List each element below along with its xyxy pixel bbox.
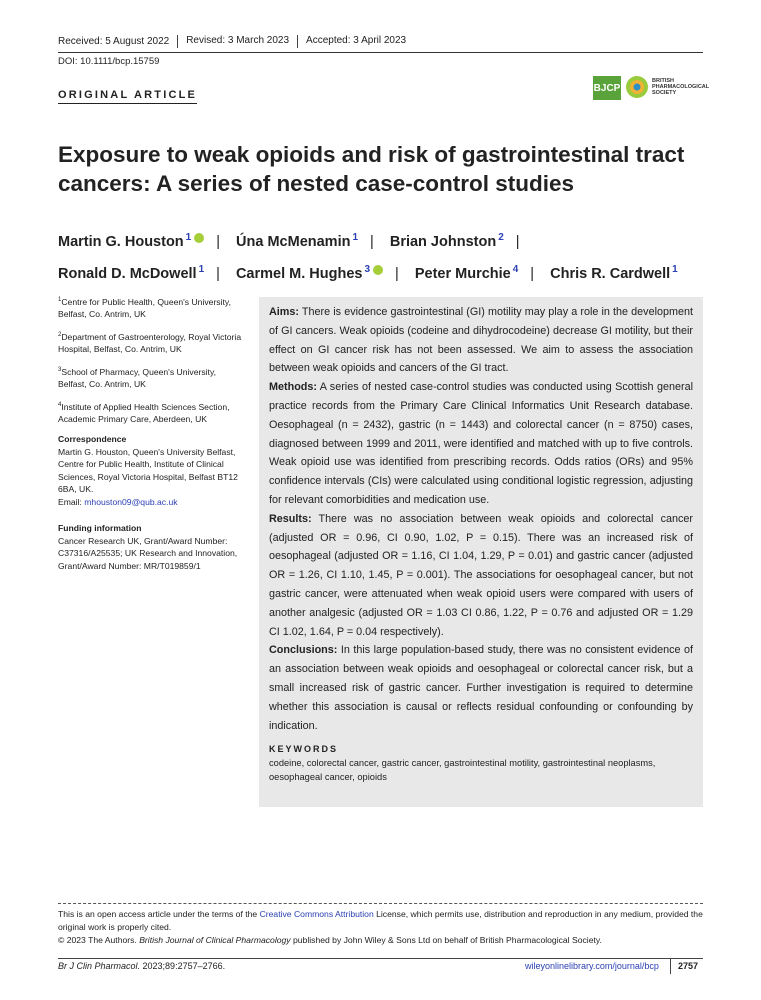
page-number: 2757 bbox=[678, 961, 699, 971]
bps-logo bbox=[625, 75, 708, 99]
author-name[interactable]: Peter Murchie bbox=[414, 266, 511, 282]
abstract-conclusions: Conclusions: In this large population-based study, there was no consistent evidence of an association between weak opioids and oesophageal or colorectal cancer risk, but a small increased risk of gastric cancer. Further investigation is required to determine whether this association is causal or reflects residual confounding or confounding by indication. bbox=[269, 644, 693, 732]
affiliation: $^2$Department of Gastroenterology, Royal Victoria Hospital, Belfast, Co. Antrim, UK bbox=[58, 331, 242, 355]
journal-citation: Br J Clin Pharmacol. 2023;89:2757–2766. bbox=[58, 961, 226, 971]
bjcp-logo: BJCP bbox=[593, 76, 621, 100]
license-divider bbox=[58, 903, 703, 904]
bps-emblem-icon bbox=[625, 75, 649, 99]
affiliation: $^3$School of Pharmacy, Queen's University, Belfast, Co. Antrim, UK bbox=[58, 366, 216, 390]
accepted-date: Accepted: 3 April 2023 bbox=[297, 35, 414, 48]
header-rule bbox=[58, 52, 703, 53]
keywords-list: codeine, colorectal cancer, gastric cancer, gastrointestinal motility, gastrointestinal neoplasms, oesophageal cancer, opioids bbox=[269, 758, 656, 783]
funding-text: Cancer Research UK, Grant/Award Number: C37316/A25535; UK Research and Innovation, Grant/Award Number: MR/T019859/1 bbox=[58, 535, 238, 571]
article-title: Exposure to weak opioids and risk of gastrointestinal tract cancers: A series of nested case-control studies bbox=[58, 142, 685, 196]
funding-heading: Funding information bbox=[58, 523, 142, 534]
author-name[interactable]: Martin G. Houston bbox=[58, 234, 184, 250]
affiliation: $^1$Centre for Public Health, Queen's University, Belfast, Co. Antrim, UK bbox=[58, 296, 231, 320]
article-type: ORIGINAL ARTICLE bbox=[58, 89, 197, 104]
author-affiliation-number: 3 bbox=[364, 264, 371, 275]
bps-logo-text: BRITISH PHARMACOLOGICAL SOCIETY bbox=[652, 78, 710, 96]
page-divider bbox=[670, 958, 671, 974]
abstract-methods: Methods: A series of nested case-control studies was conducted using Scottish general practice records from the Primary Care Clinical Informatics Unit Research database. Oesophageal (n = 2432), gastric (n = 1443) and colorectal cancer (n = 8750) cases, diagnosed between 1999 and 2011, were identified and matched with up to five controls. Weak opioid use was identified from prescribing records. Odds ratios (ORs) and 95% confidence intervals (CIs) were calculated using conditional logistic regression, adjusting for relevant comorbidities and medication use. bbox=[269, 381, 693, 506]
sidebar-info bbox=[58, 294, 244, 572]
correspondence-email-row: Email: mhouston09@qub.ac.uk bbox=[58, 496, 178, 507]
abstract-box bbox=[259, 297, 703, 807]
keywords-heading: KEYWORDS bbox=[269, 744, 339, 755]
author-name[interactable]: Chris R. Cardwell bbox=[550, 266, 671, 282]
author-name[interactable]: Úna McMenamin bbox=[236, 234, 351, 250]
revised-date: Revised: 3 March 2023 bbox=[177, 35, 297, 48]
abstract-aims: Aims: There is evidence gastrointestinal (GI) motility may play a role in the development of GI cancers. Weak opioids (codeine and dihydrocodeine) decrease GI motility, but their effect on GI cancer risk has not been assessed. We aim to assess the association between weak opioids and cancers of the GI tract. bbox=[269, 306, 693, 375]
author-affiliation-number: 1 bbox=[672, 264, 678, 275]
affiliation: $^4$Institute of Applied Health Sciences Section, Academic Primary Care, Aberdeen, UK bbox=[58, 401, 230, 424]
author-name[interactable]: Ronald D. McDowell bbox=[58, 266, 197, 282]
orcid-icon[interactable] bbox=[373, 265, 383, 275]
author-affiliation-number: 4 bbox=[512, 264, 519, 275]
license-notice: This is an open access article under the terms of the Creative Commons Attribution License, which permits use, distribution and reproduction in any medium, provided the original work is properly cited. © 2023 The Authors. British Journal of Clinical Pharmacology published by John Wiley & Sons Ltd on behalf of British Pharmacological Society. bbox=[58, 909, 703, 945]
received-date: Received: 5 August 2022 bbox=[58, 36, 170, 47]
correspondence-text: Martin G. Houston, Queen's University Belfast, Centre for Public Health, Institute of Clinical Sciences, Royal Victoria Hospital, Belfast BT12 6BA, UK. bbox=[58, 446, 238, 495]
journal-site-link[interactable]: wileyonlinelibrary.com/journal/bcp bbox=[525, 961, 659, 971]
author-affiliation-number: 2 bbox=[498, 232, 504, 243]
footer-rule bbox=[58, 958, 703, 959]
author-affiliation-number: 1 bbox=[198, 264, 205, 275]
cc-license-link[interactable]: Creative Commons Attribution bbox=[259, 909, 374, 919]
author-name[interactable]: Carmel M. Hughes bbox=[235, 266, 363, 282]
author-name[interactable]: Brian Johnston bbox=[389, 234, 497, 250]
author-affiliation-number: 1 bbox=[185, 232, 192, 243]
author-list: Martin G. Houston $^1$ | Úna McMenamin $^1$ | Brian Johnston $^2$ | Ronald D. McDowell $^1$ | Carmel M. Hughes $^3$ | Peter Murchie $^4$ | Chris R. Cardwell $^1$ bbox=[58, 232, 678, 282]
correspondence-heading: Correspondence bbox=[58, 434, 127, 445]
dates-row bbox=[58, 36, 414, 48]
email-link[interactable]: mhouston09@qub.ac.uk bbox=[84, 496, 178, 507]
doi[interactable]: DOI: 10.1111/bcp.15759 bbox=[58, 56, 160, 67]
abstract-results: Results: There was no association between weak opioids and colorectal cancer (adjusted OR = 0.96, CI 0.90, 1.02, P = 0.15). There was an increased risk of oesophageal (adjusted OR = 1.16, CI 1.04, 1.29, P = 0.01) and gastric cancer (adjusted OR = 1.26, CI 1.10, 1.45, P = 0.001). The associations for oesophageal cancer, but not gastric cancer, were attenuated when weak opioid users were compared with users of another analgesic (adjusted OR = 1.03 CI 0.86, 1.22, P = 0.76 and adjusted OR = 1.29 CI 1.02, 1.64, P = 0.04 respectively). bbox=[269, 512, 693, 638]
orcid-icon[interactable] bbox=[194, 233, 204, 243]
author-affiliation-number: 1 bbox=[352, 232, 359, 243]
